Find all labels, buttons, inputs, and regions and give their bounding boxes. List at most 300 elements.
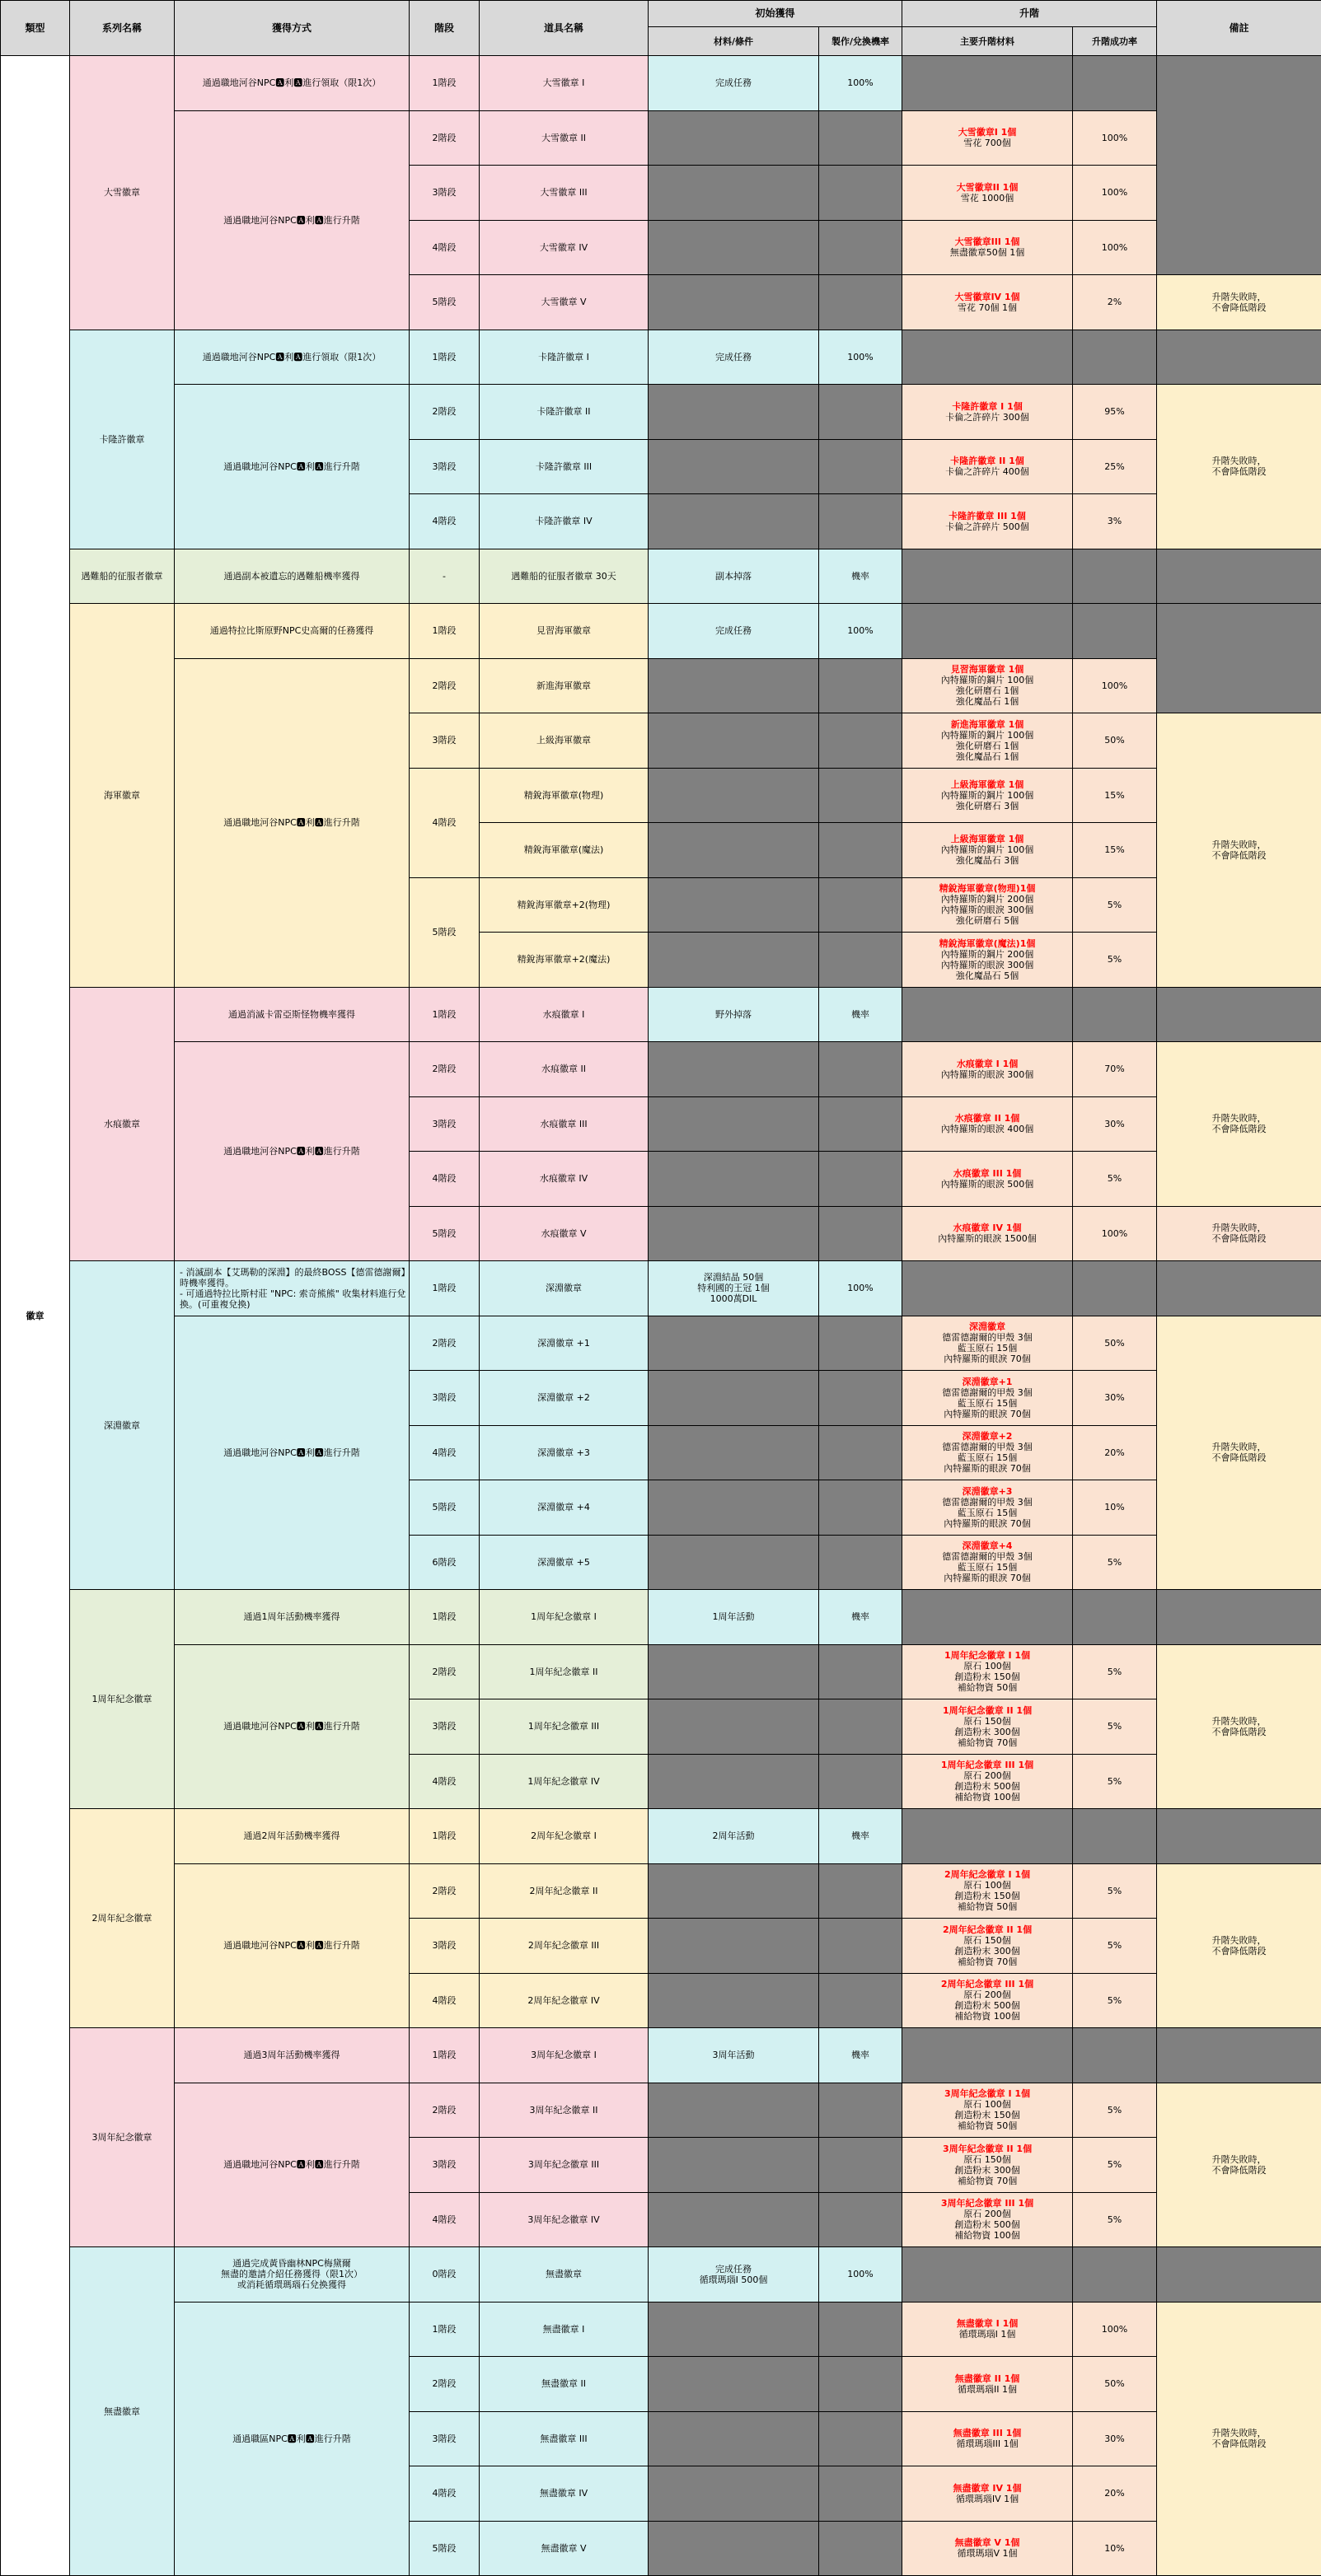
upgrade-success: 5% bbox=[1073, 2138, 1157, 2193]
upgrade-source: 3周年紀念徽章 II 1個 bbox=[904, 2144, 1070, 2154]
item-name: 大雪徽章 V bbox=[480, 275, 649, 330]
series-name: 大雪徽章 bbox=[70, 56, 175, 330]
upgrade-line: 德雷德謝爾的甲殼 3個 bbox=[904, 1497, 1070, 1508]
item-name: 1周年紀念徽章 IV bbox=[480, 1754, 649, 1809]
upgrade-source: 新進海軍徽章 1個 bbox=[904, 719, 1070, 730]
initial-rate-empty bbox=[819, 1644, 902, 1699]
initial-material-empty bbox=[649, 1919, 819, 1974]
upgrade-line: 無盡徽章50個 1個 bbox=[904, 247, 1070, 258]
stage-cell: 5階段 bbox=[410, 2521, 480, 2576]
series-name: 無盡徽章 bbox=[70, 2247, 175, 2576]
stage-cell: 4階段 bbox=[410, 1152, 480, 1207]
upgrade-source: 上級海軍徽章 1個 bbox=[904, 779, 1070, 790]
header-item: 道具名稱 bbox=[480, 1, 649, 56]
note-line: 升階失敗時， bbox=[1159, 839, 1319, 850]
stage-cell: 1階段 bbox=[410, 330, 480, 385]
stage-cell: 4階段 bbox=[410, 1973, 480, 2028]
initial-rate: 100% bbox=[819, 56, 902, 111]
upgrade-success: 15% bbox=[1073, 823, 1157, 878]
stage-cell: 1階段 bbox=[410, 1809, 480, 1864]
note-line: 升階失敗時， bbox=[1159, 1223, 1319, 1233]
upgrade-success-empty bbox=[1073, 549, 1157, 604]
upgrade-line: 補給物資 50個 bbox=[904, 2120, 1070, 2131]
initial-material-empty bbox=[649, 768, 819, 823]
initial-rate-empty bbox=[819, 1535, 902, 1590]
item-name: 水痕徽章 II bbox=[480, 1042, 649, 1097]
header-method: 獲得方式 bbox=[175, 1, 410, 56]
upgrade-line: 藍玉原石 15個 bbox=[904, 1398, 1070, 1409]
upgrade-line: 雪花 1000個 bbox=[904, 193, 1070, 203]
upgrade-material bbox=[902, 2138, 1073, 2193]
table-row bbox=[1, 658, 1321, 713]
note-line: 不會降低階段 bbox=[1159, 850, 1319, 861]
upgrade-success: 15% bbox=[1073, 768, 1157, 823]
item-name: 無盡徽章 bbox=[480, 2247, 649, 2303]
item-name: 3周年紀念徽章 II bbox=[480, 2083, 649, 2138]
item-name: 見習海軍徽章 bbox=[480, 604, 649, 659]
method-cell: 通過職地河谷NPC🅰利🅰進行升階 bbox=[175, 385, 410, 549]
item-name: 無盡徽章 IV bbox=[480, 2466, 649, 2522]
upgrade-line: 原石 200個 bbox=[904, 1770, 1070, 1781]
stage-cell: 3階段 bbox=[410, 439, 480, 494]
item-name: 水痕徽章 IV bbox=[480, 1152, 649, 1207]
upgrade-line: 強化魔晶石 1個 bbox=[904, 696, 1070, 707]
initial-material-empty bbox=[649, 1042, 819, 1097]
upgrade-line: 內特羅斯的鋼片 100個 bbox=[904, 675, 1070, 685]
initial-material-empty bbox=[649, 1425, 819, 1480]
upgrade-source: 卡隆許徽章 I 1個 bbox=[904, 401, 1070, 412]
stage-cell: 4階段 bbox=[410, 220, 480, 275]
stage-cell: 5階段 bbox=[410, 275, 480, 330]
note-cell bbox=[1157, 385, 1321, 549]
upgrade-success: 5% bbox=[1073, 1699, 1157, 1755]
initial-material-empty bbox=[649, 2302, 819, 2357]
upgrade-material bbox=[902, 1919, 1073, 1974]
initial-material: 1周年活動 bbox=[649, 1590, 819, 1645]
stage-cell: 2階段 bbox=[410, 385, 480, 440]
stage-cell: 4階段 bbox=[410, 2466, 480, 2522]
initial-material-empty bbox=[649, 1699, 819, 1755]
upgrade-success: 50% bbox=[1073, 2357, 1157, 2412]
upgrade-line: 原石 200個 bbox=[904, 2209, 1070, 2219]
note-line: 不會降低階段 bbox=[1159, 1233, 1319, 1244]
upgrade-source: 3周年紀念徽章 I 1個 bbox=[904, 2088, 1070, 2099]
upgrade-success: 5% bbox=[1073, 1152, 1157, 1207]
note-cell bbox=[1157, 1042, 1321, 1207]
upgrade-material-empty bbox=[902, 987, 1073, 1042]
initial-material-empty bbox=[649, 2357, 819, 2412]
method-line: 或消耗循環瑪瑙石兌換獲得 bbox=[176, 2279, 407, 2290]
initial-rate: 100% bbox=[819, 604, 902, 659]
upgrade-line: 補給物資 50個 bbox=[904, 1901, 1070, 1912]
note-line: 不會降低階段 bbox=[1159, 1124, 1319, 1134]
upgrade-line: 循環瑪瑙II 1個 bbox=[904, 2384, 1070, 2395]
initial-material-empty bbox=[649, 2138, 819, 2193]
upgrade-material bbox=[902, 1480, 1073, 1536]
upgrade-material-empty bbox=[902, 56, 1073, 111]
initial-rate-empty bbox=[819, 110, 902, 166]
item-name: 3周年紀念徽章 III bbox=[480, 2138, 649, 2193]
note-line: 升階失敗時， bbox=[1159, 456, 1319, 466]
initial-rate-empty bbox=[819, 2302, 902, 2357]
item-name: 卡隆許徽章 III bbox=[480, 439, 649, 494]
upgrade-line: 內特羅斯的眼淚 70個 bbox=[904, 1463, 1070, 1474]
upgrade-success: 100% bbox=[1073, 110, 1157, 166]
note-line: 不會降低階段 bbox=[1159, 2165, 1319, 2176]
upgrade-source: 大雪徽章III 1個 bbox=[904, 236, 1070, 247]
upgrade-material bbox=[902, 877, 1073, 933]
upgrade-material bbox=[902, 1042, 1073, 1097]
table-row bbox=[1, 2028, 1321, 2083]
stage-cell: 2階段 bbox=[410, 1042, 480, 1097]
upgrade-source: 1周年紀念徽章 III 1個 bbox=[904, 1760, 1070, 1770]
upgrade-line: 創造粉末 150個 bbox=[904, 1671, 1070, 1682]
upgrade-success: 5% bbox=[1073, 1644, 1157, 1699]
note-empty bbox=[1157, 604, 1321, 713]
upgrade-material-empty bbox=[902, 549, 1073, 604]
stage-cell: 5階段 bbox=[410, 1480, 480, 1536]
method-cell: 通過職地河谷NPC🅰利🅰進行升階 bbox=[175, 110, 410, 330]
upgrade-line: 強化魔晶石 3個 bbox=[904, 855, 1070, 866]
stage-cell: 2階段 bbox=[410, 1316, 480, 1371]
upgrade-line: 原石 100個 bbox=[904, 1880, 1070, 1891]
stage-cell: 3階段 bbox=[410, 2411, 480, 2466]
initial-rate-empty bbox=[819, 658, 902, 713]
initial-material-empty bbox=[649, 1316, 819, 1371]
upgrade-line: 內特羅斯的眼淚 70個 bbox=[904, 1573, 1070, 1583]
initial-rate-empty bbox=[819, 220, 902, 275]
initial-rate: 機率 bbox=[819, 2028, 902, 2083]
upgrade-line: 內特羅斯的眼淚 300個 bbox=[904, 905, 1070, 915]
initial-material-empty bbox=[649, 2192, 819, 2247]
item-name: 無盡徽章 III bbox=[480, 2411, 649, 2466]
upgrade-material bbox=[902, 220, 1073, 275]
table-row bbox=[1, 1590, 1321, 1645]
note-line: 升階失敗時， bbox=[1159, 1716, 1319, 1727]
note-line: 升階失敗時， bbox=[1159, 292, 1319, 302]
item-name: 大雪徽章 IV bbox=[480, 220, 649, 275]
stage-cell: 3階段 bbox=[410, 713, 480, 769]
initial-rate: 100% bbox=[819, 1261, 902, 1316]
note-line: 不會降低階段 bbox=[1159, 302, 1319, 313]
item-name: 深淵徽章 +3 bbox=[480, 1425, 649, 1480]
upgrade-line: 補給物資 100個 bbox=[904, 2230, 1070, 2241]
upgrade-source: 水痕徽章 II 1個 bbox=[904, 1113, 1070, 1124]
note-empty bbox=[1157, 2028, 1321, 2083]
stage-cell: 5階段 bbox=[410, 1206, 480, 1261]
material-line: 深淵結晶 50個 bbox=[650, 1272, 817, 1283]
stage-cell: 2階段 bbox=[410, 2357, 480, 2412]
item-name: 卡隆許徽章 II bbox=[480, 385, 649, 440]
stage-cell: 4階段 bbox=[410, 2192, 480, 2247]
initial-material-empty bbox=[649, 220, 819, 275]
upgrade-source: 深淵徽章+3 bbox=[904, 1486, 1070, 1497]
item-name: 1周年紀念徽章 I bbox=[480, 1590, 649, 1645]
upgrade-material bbox=[902, 439, 1073, 494]
upgrade-material-empty bbox=[902, 604, 1073, 659]
series-name: 遇難船的征服者徽章 bbox=[70, 549, 175, 604]
initial-material bbox=[649, 2247, 819, 2303]
item-name: 2周年紀念徽章 IV bbox=[480, 1973, 649, 2028]
upgrade-source: 無盡徽章 V 1個 bbox=[904, 2537, 1070, 2548]
upgrade-source: 見習海軍徽章 1個 bbox=[904, 664, 1070, 675]
initial-material-empty bbox=[649, 1206, 819, 1261]
header-success: 升階成功率 bbox=[1073, 27, 1157, 56]
upgrade-source: 無盡徽章 III 1個 bbox=[904, 2428, 1070, 2438]
upgrade-success: 5% bbox=[1073, 1754, 1157, 1809]
stage-cell: 2階段 bbox=[410, 2083, 480, 2138]
upgrade-line: 原石 100個 bbox=[904, 1661, 1070, 1671]
item-name: 大雪徽章 I bbox=[480, 56, 649, 111]
note-cell bbox=[1157, 275, 1321, 330]
initial-rate-empty bbox=[819, 1152, 902, 1207]
initial-material: 完成任務 bbox=[649, 330, 819, 385]
upgrade-material bbox=[902, 2302, 1073, 2357]
initial-rate-empty bbox=[819, 385, 902, 440]
stage-cell: 6階段 bbox=[410, 1535, 480, 1590]
initial-rate-empty bbox=[819, 439, 902, 494]
note-line: 不會降低階段 bbox=[1159, 1452, 1319, 1463]
upgrade-success: 2% bbox=[1073, 275, 1157, 330]
item-name: 2周年紀念徽章 I bbox=[480, 1809, 649, 1864]
upgrade-line: 內特羅斯的眼淚 70個 bbox=[904, 1353, 1070, 1364]
item-name: 上級海軍徽章 bbox=[480, 713, 649, 769]
initial-material-empty bbox=[649, 1371, 819, 1426]
header-rate: 製作/兌換機率 bbox=[819, 27, 902, 56]
upgrade-line: 內特羅斯的眼淚 400個 bbox=[904, 1124, 1070, 1134]
upgrade-line: 原石 150個 bbox=[904, 2154, 1070, 2165]
upgrade-success-empty bbox=[1073, 2247, 1157, 2303]
note-line: 升階失敗時， bbox=[1159, 2428, 1319, 2438]
upgrade-source: 深淵徽章+4 bbox=[904, 1540, 1070, 1551]
initial-material-empty bbox=[649, 439, 819, 494]
note-empty bbox=[1157, 1261, 1321, 1316]
initial-material-empty bbox=[649, 2466, 819, 2522]
upgrade-success: 100% bbox=[1073, 166, 1157, 221]
upgrade-material bbox=[902, 1644, 1073, 1699]
initial-rate-empty bbox=[819, 1316, 902, 1371]
upgrade-material bbox=[902, 1425, 1073, 1480]
initial-material-empty bbox=[649, 385, 819, 440]
initial-rate: 100% bbox=[819, 2247, 902, 2303]
initial-material-empty bbox=[649, 1973, 819, 2028]
upgrade-line: 強化研磨石 3個 bbox=[904, 801, 1070, 811]
upgrade-material bbox=[902, 933, 1073, 988]
upgrade-line: 內特羅斯的鋼片 100個 bbox=[904, 790, 1070, 801]
method-cell: 通過特拉比斯原野NPC史高爾的任務獲得 bbox=[175, 604, 410, 659]
item-name: 2周年紀念徽章 II bbox=[480, 1863, 649, 1919]
note-line: 升階失敗時， bbox=[1159, 2154, 1319, 2165]
method-cell: 通過副本被遺忘的遇難船機率獲得 bbox=[175, 549, 410, 604]
upgrade-source: 1周年紀念徽章 II 1個 bbox=[904, 1705, 1070, 1716]
note-empty bbox=[1157, 1809, 1321, 1864]
upgrade-line: 強化研磨石 1個 bbox=[904, 685, 1070, 696]
note-cell bbox=[1157, 1863, 1321, 2028]
upgrade-line: 內特羅斯的鋼片 200個 bbox=[904, 949, 1070, 960]
series-name: 2周年紀念徽章 bbox=[70, 1809, 175, 2028]
note-line: 不會降低階段 bbox=[1159, 466, 1319, 477]
upgrade-source: 無盡徽章 II 1個 bbox=[904, 2373, 1070, 2384]
header-upgrade: 升階 bbox=[902, 1, 1157, 27]
initial-rate: 100% bbox=[819, 330, 902, 385]
note-line: 不會降低階段 bbox=[1159, 2438, 1319, 2449]
upgrade-line: 循環瑪瑙IV 1個 bbox=[904, 2494, 1070, 2504]
upgrade-success-empty bbox=[1073, 604, 1157, 659]
stage-cell: 1階段 bbox=[410, 2302, 480, 2357]
material-line: 完成任務 bbox=[650, 2264, 817, 2274]
item-name: 精銳海軍徽章(物理) bbox=[480, 768, 649, 823]
upgrade-line: 強化研磨石 5個 bbox=[904, 915, 1070, 926]
initial-rate-empty bbox=[819, 1919, 902, 1974]
table-row bbox=[1, 2247, 1321, 2303]
upgrade-line: 德雷德謝爾的甲殼 3個 bbox=[904, 1387, 1070, 1398]
item-name: 大雪徽章 II bbox=[480, 110, 649, 166]
series-name: 卡隆許徽章 bbox=[70, 330, 175, 549]
item-name: 卡隆許徽章 I bbox=[480, 330, 649, 385]
stage-cell: 4階段 bbox=[410, 1754, 480, 1809]
note-empty bbox=[1157, 2247, 1321, 2303]
initial-material-empty bbox=[649, 275, 819, 330]
upgrade-source: 無盡徽章 IV 1個 bbox=[904, 2483, 1070, 2494]
initial-rate-empty bbox=[819, 1699, 902, 1755]
upgrade-material bbox=[902, 2192, 1073, 2247]
stage-cell: 5階段 bbox=[410, 877, 480, 987]
initial-material-empty bbox=[649, 2083, 819, 2138]
upgrade-line: 內特羅斯的眼淚 1500個 bbox=[904, 1233, 1070, 1244]
upgrade-line: 卡倫之許碎片 300個 bbox=[904, 412, 1070, 423]
upgrade-success-empty bbox=[1073, 1809, 1157, 1864]
method-cell: 通過職地河谷NPC🅰利🅰進行升階 bbox=[175, 1644, 410, 1809]
upgrade-line: 創造粉末 500個 bbox=[904, 2000, 1070, 2011]
table-row bbox=[1, 1863, 1321, 1919]
item-name: 遇難船的征服者徽章 30天 bbox=[480, 549, 649, 604]
upgrade-source: 上級海軍徽章 1個 bbox=[904, 834, 1070, 844]
initial-material: 副本掉落 bbox=[649, 549, 819, 604]
upgrade-material-empty bbox=[902, 2028, 1073, 2083]
upgrade-success: 5% bbox=[1073, 1919, 1157, 1974]
upgrade-source: 3周年紀念徽章 III 1個 bbox=[904, 2198, 1070, 2209]
note-cell bbox=[1157, 1316, 1321, 1590]
upgrade-line: 藍玉原石 15個 bbox=[904, 1508, 1070, 1518]
upgrade-material bbox=[902, 2357, 1073, 2412]
initial-rate-empty bbox=[819, 1973, 902, 2028]
upgrade-success: 5% bbox=[1073, 1863, 1157, 1919]
header-initial: 初始獲得 bbox=[649, 1, 902, 27]
table-row bbox=[1, 385, 1321, 440]
upgrade-line: 循環瑪瑙III 1個 bbox=[904, 2438, 1070, 2449]
stage-cell: 2階段 bbox=[410, 1863, 480, 1919]
table-row bbox=[1, 1261, 1321, 1316]
upgrade-line: 創造粉末 150個 bbox=[904, 1891, 1070, 1901]
initial-rate: 機率 bbox=[819, 1590, 902, 1645]
method-line: 通過完成黃昏幽林NPC梅黛爾 bbox=[176, 2258, 407, 2269]
initial-material: 2周年活動 bbox=[649, 1809, 819, 1864]
method-cell: 通過職地河谷NPC🅰利🅰進行升階 bbox=[175, 2083, 410, 2247]
stage-cell: 4階段 bbox=[410, 1425, 480, 1480]
note-empty bbox=[1157, 1590, 1321, 1645]
upgrade-success: 25% bbox=[1073, 439, 1157, 494]
upgrade-success: 100% bbox=[1073, 1206, 1157, 1261]
upgrade-line: 內特羅斯的鋼片 100個 bbox=[904, 730, 1070, 741]
upgrade-success: 100% bbox=[1073, 220, 1157, 275]
note-empty bbox=[1157, 987, 1321, 1042]
method-line: - 可通過特拉比斯村莊 "NPC: 索奇熊熊" 收集材料進行兌換。(可重複兌換) bbox=[180, 1288, 407, 1310]
item-name: 水痕徽章 I bbox=[480, 987, 649, 1042]
upgrade-source: 2周年紀念徽章 I 1個 bbox=[904, 1869, 1070, 1880]
item-name: 3周年紀念徽章 IV bbox=[480, 2192, 649, 2247]
initial-material-empty bbox=[649, 1096, 819, 1152]
initial-material-empty bbox=[649, 823, 819, 878]
stage-cell: 3階段 bbox=[410, 1699, 480, 1755]
header-material: 材料/條件 bbox=[649, 27, 819, 56]
upgrade-source: 大雪徽章IV 1個 bbox=[904, 292, 1070, 302]
initial-material: 完成任務 bbox=[649, 56, 819, 111]
upgrade-source: 無盡徽章 I 1個 bbox=[904, 2318, 1070, 2329]
upgrade-line: 德雷德謝爾的甲殼 3個 bbox=[904, 1442, 1070, 1452]
type-cell: 徽章 bbox=[1, 56, 70, 2576]
upgrade-line: 內特羅斯的眼淚 500個 bbox=[904, 1179, 1070, 1190]
initial-rate-empty bbox=[819, 2192, 902, 2247]
stage-cell: 1階段 bbox=[410, 2028, 480, 2083]
upgrade-success: 30% bbox=[1073, 1096, 1157, 1152]
note-cell bbox=[1157, 1206, 1321, 1261]
upgrade-line: 原石 100個 bbox=[904, 2099, 1070, 2110]
upgrade-line: 創造粉末 150個 bbox=[904, 2110, 1070, 2120]
table-row bbox=[1, 549, 1321, 604]
method-cell: 通過2周年活動機率獲得 bbox=[175, 1809, 410, 1864]
stage-cell: 2階段 bbox=[410, 1644, 480, 1699]
note-line: 不會降低階段 bbox=[1159, 1727, 1319, 1737]
upgrade-source: 大雪徽章II 1個 bbox=[904, 182, 1070, 193]
upgrade-line: 創造粉末 500個 bbox=[904, 1781, 1070, 1792]
upgrade-line: 循環瑪瑙V 1個 bbox=[904, 2548, 1070, 2559]
initial-material-empty bbox=[649, 1754, 819, 1809]
upgrade-line: 內特羅斯的鋼片 100個 bbox=[904, 844, 1070, 855]
upgrade-line: 創造粉末 500個 bbox=[904, 2219, 1070, 2230]
upgrade-line: 原石 150個 bbox=[904, 1935, 1070, 1946]
upgrade-material-empty bbox=[902, 1809, 1073, 1864]
upgrade-material bbox=[902, 1754, 1073, 1809]
initial-rate: 機率 bbox=[819, 549, 902, 604]
upgrade-source: 深淵徽章+2 bbox=[904, 1431, 1070, 1442]
method-cell: 通過職地河谷NPC🅰利🅰進行領取（限1次） bbox=[175, 330, 410, 385]
initial-material: 野外掉落 bbox=[649, 987, 819, 1042]
upgrade-success: 3% bbox=[1073, 494, 1157, 549]
upgrade-source: 精銳海軍徽章(魔法)1個 bbox=[904, 938, 1070, 949]
initial-material-empty bbox=[649, 110, 819, 166]
upgrade-success: 20% bbox=[1073, 1425, 1157, 1480]
upgrade-material bbox=[902, 385, 1073, 440]
initial-material-empty bbox=[649, 877, 819, 933]
table-row bbox=[1, 604, 1321, 659]
note-line: 升階失敗時， bbox=[1159, 1442, 1319, 1452]
item-name: 精銳海軍徽章+2(物理) bbox=[480, 877, 649, 933]
upgrade-success: 5% bbox=[1073, 877, 1157, 933]
upgrade-line: 強化魔晶石 1個 bbox=[904, 751, 1070, 762]
table-row bbox=[1, 110, 1321, 166]
method-cell: 通過職地河谷NPC🅰利🅰進行升階 bbox=[175, 1042, 410, 1261]
upgrade-material bbox=[902, 2521, 1073, 2576]
upgrade-success: 70% bbox=[1073, 1042, 1157, 1097]
table-body bbox=[1, 56, 1321, 2576]
upgrade-source: 水痕徽章 I 1個 bbox=[904, 1059, 1070, 1069]
initial-rate-empty bbox=[819, 1096, 902, 1152]
initial-material-empty bbox=[649, 1535, 819, 1590]
upgrade-source: 深淵徽章+1 bbox=[904, 1377, 1070, 1387]
initial-rate-empty bbox=[819, 1480, 902, 1536]
header-note: 備註 bbox=[1157, 1, 1321, 56]
upgrade-line: 原石 200個 bbox=[904, 1989, 1070, 2000]
